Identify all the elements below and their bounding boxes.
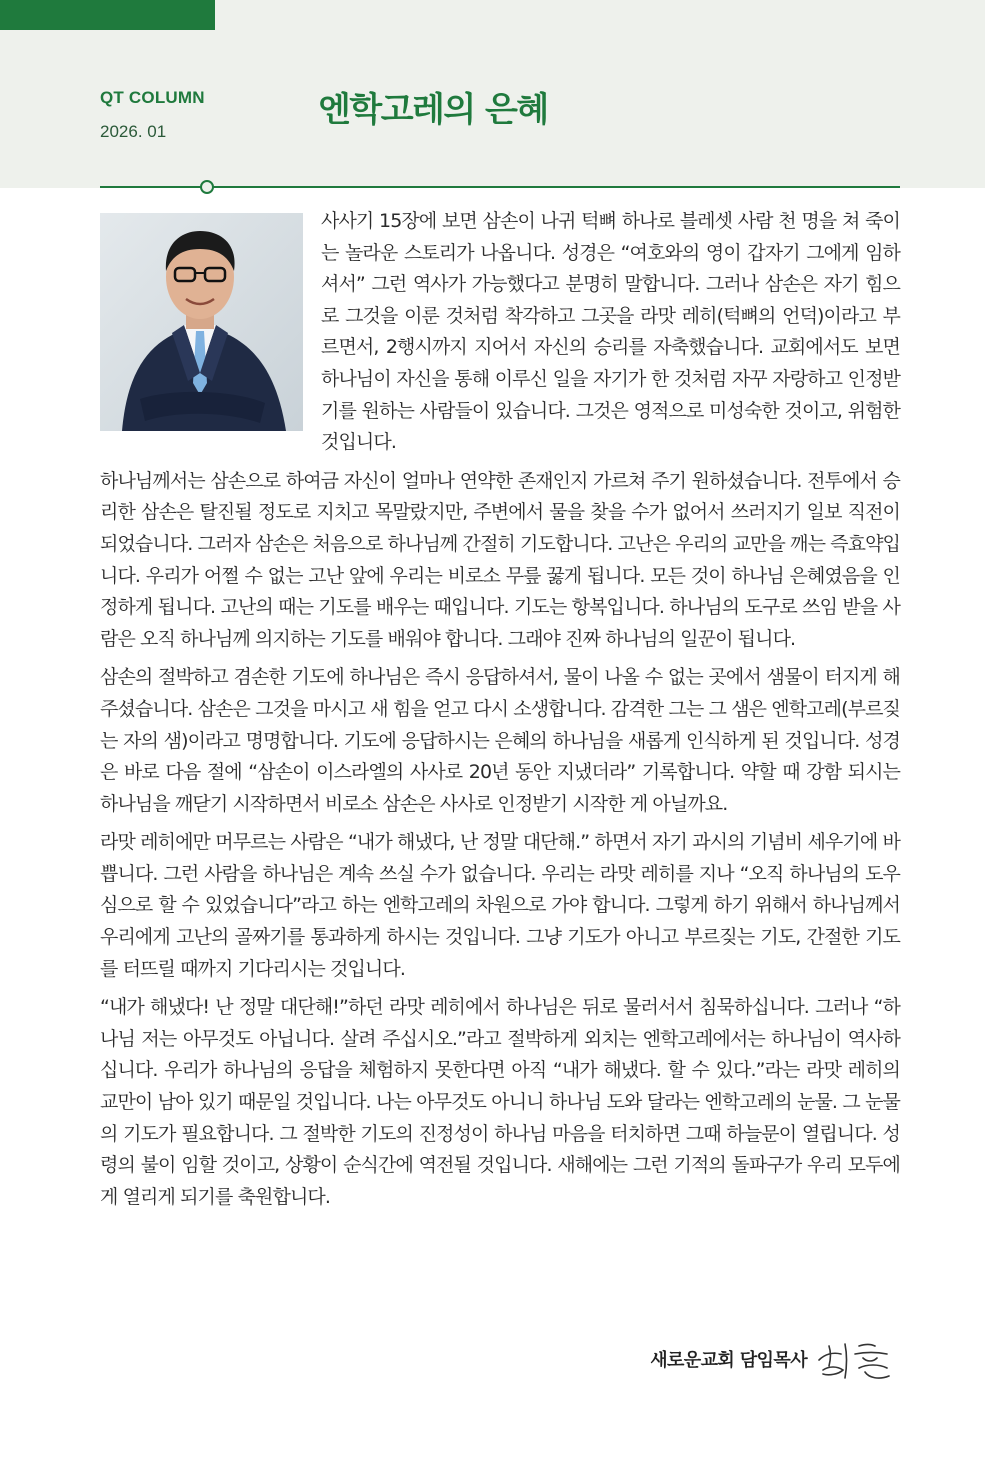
signature-title: 새로운교회 담임목사 bbox=[650, 1350, 807, 1371]
column-label: QT COLUMN bbox=[100, 88, 205, 107]
author-photo bbox=[100, 213, 303, 431]
paragraph-5: “내가 해냈다! 난 정말 대단해!”하던 라맛 레히에서 하나님은 뒤로 물러서서 침묵하십니다. 그러나 “하나님 저는 아무것도 아닙니다. 살려 주십시오.”라고 절박하게 외치는 엔학고레에서는 하나님이 역사하십니다. 우리가 하나님의 응답을 체험하지 못한다면 아직 “내가 해냈다. 할 수 있다.”라는 라맛 레히의 교만이 남아 있기 때문일 것입니다. 나는 아무것도 아니니 하나님 도와 달라는 엔학고레의 눈물. 그 눈물의 기도가 필요합니다. 그 절박한 기도의 진정성이 하나님 마음을 터치하면 그때 하늘문이 열립니다. 성령의 불이 임할 것이고, 상황이 순식간에 역전될 것입니다. 새해에는 그런 기적의 돌파구가 우리 모두에게 열리게 되기를 축원합니다. bbox=[100, 996, 900, 1208]
signature-block bbox=[650, 1336, 897, 1382]
article-body bbox=[100, 206, 900, 1220]
paragraph-2: 하나님께서는 삼손으로 하여금 자신이 얼마나 연약한 존재인지 가르쳐 주기 원하셨습니다. 전투에서 승리한 삼손은 탈진될 정도로 지치고 목말랐지만, 주변에서 물을 찾을 수가 없어서 쓰러지기 일보 직전이 되었습니다. 그러자 삼손은 처음으로 하나님께 간절히 기도합니다. 고난은 우리의 교만을 깨는 즉효약입니다. 우리가 어쩔 수 없는 고난 앞에 우리는 비로소 무릎 꿇게 됩니다. 모든 것이 하나님 은혜였음을 인정하게 됩니다. 고난의 때는 기도를 배우는 때입니다. 기도는 항복입니다. 하나님의 도구로 쓰임 받을 사람은 오직 하나님께 의지하는 기도를 배워야 합니다. 그래야 진짜 하나님의 일꾼이 됩니다. bbox=[100, 469, 900, 650]
paragraph-3: 삼손의 절박하고 겸손한 기도에 하나님은 즉시 응답하셔서, 물이 나올 수 없는 곳에서 샘물이 터지게 해 주셨습니다. 삼손은 그것을 마시고 새 힘을 얻고 다시 소생합니다. 감격한 그는 그 샘은 엔학고레(부르짖는 자의 샘)이라고 명명합니다. 기도에 응답하시는 은혜의 하나님을 새롭게 인식하게 된 것입니다. 성경은 바로 다음 절에 “삼손이 이스라엘의 사사로 20년 동안 지냈더라” 기록합니다. 약할 때 강함 되시는 하나님을 깨닫기 시작하면서 비로소 삼손은 사사로 인정받기 시작한 게 아닐까요. bbox=[100, 666, 900, 815]
paragraph-4: 라맛 레히에만 머무르는 사람은 “내가 해냈다, 난 정말 대단해.” 하면서 자기 과시의 기념비 세우기에 바쁩니다. 그런 사람을 하나님은 계속 쓰실 수가 없습니다. 우리는 라맛 레히를 지나 “오직 하나님의 도우심으로 할 수 있었습니다”라고 하는 엔학고레의 차원으로 가야 합니다. 그렇게 하기 위해서 하나님께서 우리에게 고난의 골짜기를 통과하게 하시는 것입니다. 그냥 기도가 아니고 부르짖는 기도, 간절한 기도를 터뜨릴 때까지 기다리시는 것입니다. bbox=[100, 831, 900, 980]
issue-date: 2026. 01 bbox=[100, 122, 167, 141]
author-portrait-illustration bbox=[100, 213, 303, 431]
divider-dot bbox=[200, 180, 214, 194]
paragraph-1: 사사기 15장에 보면 삼손이 나귀 턱뼈 하나로 블레셋 사람 천 명을 쳐 죽이는 놀라운 스토리가 나옵니다. 성경은 “여호와의 영이 갑자기 그에게 임하셔서” 그런 역사가 가능했다고 분명히 말합니다. 그러나 삼손은 자기 힘으로 그것을 이룬 것처럼 착각하고 그곳을 라맛 레히(턱뼈의 언덕)이라고 부르면서, 2행시까지 지어서 자신의 승리를 자축했습니다. 교회에서도 보면 하나님이 자신을 통해 이루신 일을 자기가 한 것처럼 자꾸 자랑하고 인정받기를 원하는 사람들이 있습니다. 그것은 영적으로 미성숙한 것이고, 위험한 것입니다. bbox=[321, 210, 900, 454]
accent-bar bbox=[0, 0, 215, 30]
handwritten-signature bbox=[815, 1336, 897, 1382]
divider-line bbox=[100, 186, 900, 188]
page-title: 엔학고레의 은혜 bbox=[318, 90, 548, 130]
